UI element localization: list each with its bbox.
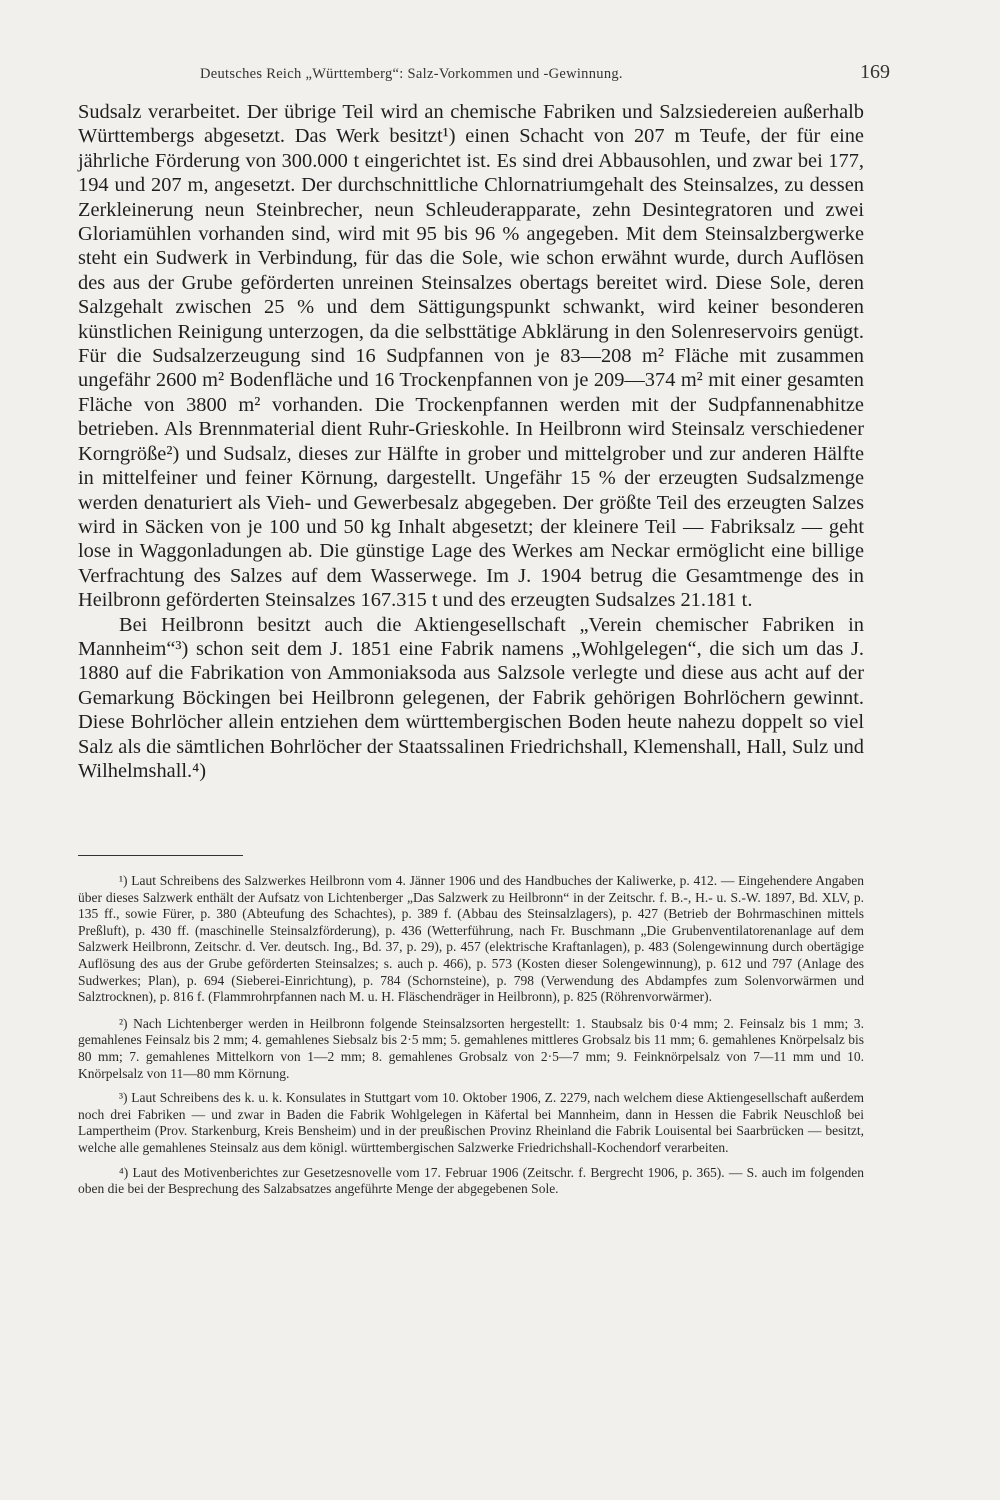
paragraph-2: Bei Heilbronn besitzt auch die Aktiengesellschaft „Verein chemischer Fabriken in Mannheim“³) schon seit dem J. 1851 eine Fabrik namens „Wohlgelegen“, die sich um das J. 1880 auf die Fabrikation von Ammoniaksoda aus Salzsole verlegte und diese aus acht auf der Gemarkung Böckingen bei Heilbronn gelegenen, der Fabrik gehörigen Bohrlöchern gewinnt. Diese Bohrlöcher allein entziehen dem württembergischen Boden heute nahezu doppelt so viel Salz als die sämtlichen Bohrlöcher der Staatssalinen Friedrichshall, Klemenshall, Hall, Sulz und Wilhelmshall.⁴) [78, 613, 864, 782]
footnote-2: ²) Nach Lichtenberger werden in Heilbronn folgende Steinsalzsorten hergestellt: 1. Staubsalz bis 0·4 mm; 2. Feinsalz bis 1 mm; 3. gemahlenes Feinsalz bis 2 mm; 4. gemahlenes Siebsalz bis 2·5 mm; 5. gemahlenes mittleres Grobsalz bis 11 mm; 6. gemahlenes Knörpelsalz bis 80 mm; 7. gemahlenes Mittelkorn von 1—2 mm; 8. gemahlenes Grobsalz von 2·5—7 mm; 9. Feinknörpelsalz von 7—11 mm und 10. Knörpelsalz von 11—80 mm Körnung. [78, 1015, 864, 1081]
running-header [200, 61, 890, 83]
paragraph-1: Sudsalz verarbeitet. Der übrige Teil wird an chemische Fabriken und Salzsiedereien außerhalb Württembergs abgesetzt. Das Werk besitzt¹) einen Schacht von 207 m Teufe, der für eine jährliche Förderung von 300.000 t eingerichtet ist. Es sind drei Abbausohlen, und zwar bei 177, 194 und 207 m, angesetzt. Der durchschnittliche Chlornatriumgehalt des Steinsalzes, zu dessen Zerkleinerung neun Steinbrecher, neun Schleuderapparate, zehn Desintegratoren und zwei Gloriamühlen vorhanden sind, wird mit 95 bis 96 % angegeben. Mit dem Steinsalzbergwerke steht ein Sudwerk in Verbindung, für das die Sole, wie schon erwähnt wurde, durch Auflösen des aus der Grube geförderten unreinen Steinsalzes obertags bereitet wird. Diese Sole, deren Salzgehalt zwischen 25 % und dem Sättigungspunkt schwankt, wird keiner besonderen künstlichen Reinigung unterzogen, da die selbsttätige Abklärung in den Solenreservoirs genügt. Für die Sudsalzerzeugung sind 16 Sudpfannen von je 83—208 m² Fläche mit zusammen ungefähr 2600 m² Bodenfläche und 16 Trockenpfannen von je 209—374 m² mit einer gesamten Fläche von 3800 m² vorhanden. Die Trockenpfannen werden mit der Sudpfannenabhitze betrieben. Als Brennmaterial dient Ruhr-Grieskohle. In Heilbronn wird Steinsalz verschiedener Korngröße²) und Sudsalz, dieses zur Hälfte in grober und mittelgrober und zur anderen Hälfte in mittelfeiner und feiner Körnung, dargestellt. Ungefähr 15 % der erzeugten Sudsalzmenge werden denaturiert als Vieh- und Gewerbesalz abgegeben. Der größte Teil des erzeugten Salzes wird in Säcken von je 100 und 50 kg Inhalt abgesetzt; der kleinere Teil — Fabriksalz — geht lose in Waggonladungen ab. Die günstige Lage des Werkes am Neckar ermöglicht eine billige Verfrachtung des Salzes auf dem Wasserwege. Im J. 1904 betrug die Gesamtmenge des in Heilbronn geförderten Steinsalzes 167.315 t und des erzeugten Sudsalzes 21.181 t. [78, 101, 864, 612]
footnotes [78, 873, 864, 1206]
main-text [78, 100, 864, 783]
page-number: 169 [860, 61, 890, 83]
footnote-3: ³) Laut Schreibens des k. u. k. Konsulates in Stuttgart vom 10. Oktober 1906, Z. 2279, nach welchem diese Aktiengesellschaft außerdem noch drei Fabriken — und zwar in Baden die Fabrik Wohlgelegen in Käfertal bei Mannheim, dann in Hessen die Fabrik Neuschloß bei Lampertheim (Prov. Starkenburg, Kreis Bensheim) und in der preußischen Provinz Rheinland die Fabrik Louisental bei Saarbrücken — besitzt, welche alle gemahlenes Steinsalz aus dem königl. württembergischen Salzwerke Friedrichshall-Kochendorf verarbeiten. [78, 1090, 864, 1155]
running-title: Deutsches Reich „Württemberg“: Salz-Vorkommen und -Gewinnung. [200, 66, 623, 82]
footnote-1: ¹) Laut Schreibens des Salzwerkes Heilbronn vom 4. Jänner 1906 und des Handbuches der Kaliwerke, p. 412. — Eingehendere Angaben über dieses Salzwerk enthält der Aufsatz von Lichtenberger „Das Salzwerk zu Heilbronn“ in der Zeitschr. f. B.-, H.- u. S.-W. 1897, Bd. XLV, p. 135 ff., sowie Fürer, p. 380 (Abteufung des Schachtes), p. 389 f. (Abbau des Steinsalzlagers), p. 427 (Betrieb der Bohrmaschinen mittels Preßluft), p. 430 ff. (maschinelle Steinsalzförderung), p. 436 (Wetterführung, nach Fr. Buschmann „Die Grubenventilatorenanlage auf dem Salzwerk Heilbronn, Zeitschr. d. Ver. deutsch. Ing., Bd. 37, p. 29), p. 457 (elektrische Kraftanlagen), p. 483 (Solengewinnung durch obertägige Auflösung des aus der Grube geförderten Steinsalzes; s. auch p. 466), p. 573 (Kosten dieser Solengewinnung), p. 612 und 797 (Anlage des Sudwerkes; Plan), p. 694 (Sieberei-Einrichtung), p. 784 (Schornsteine), p. 798 (Verwendung des Abdampfes zum Solenvorwärmen und Salztrocknen), p. 816 f. (Flammrohrpfannen nach M. u. H. Fläschendräger in Heilbronn), p. 825 (Röhrenvorwärmer). [78, 873, 864, 1005]
footnote-separator [78, 855, 243, 856]
footnote-4: ⁴) Laut des Motivenberichtes zur Gesetzesnovelle vom 17. Februar 1906 (Zeitschr. f. Bergrecht 1906, p. 365). — S. auch im folgenden oben die bei der Besprechung des Salzabsatzes angeführte Menge der abgegebenen Sole. [78, 1164, 864, 1197]
